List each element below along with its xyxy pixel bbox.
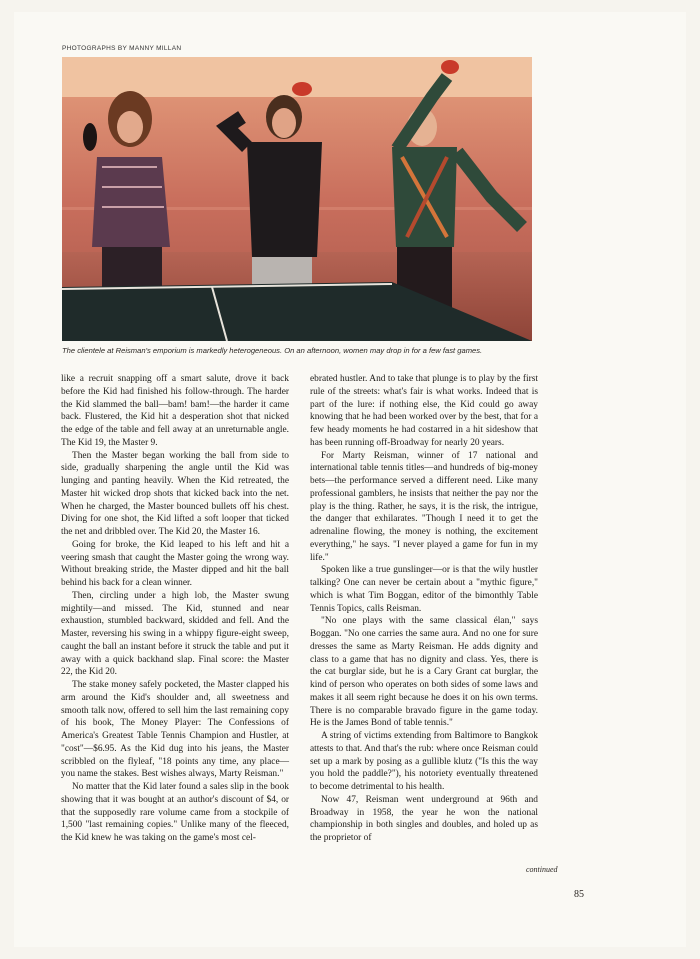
paragraph: Then, circling under a high lob, the Master swung mightily—and missed. The Kid, stunned and near exhaustion, stumbled backward, skidded and fell. And the Master, reversing his swing in a whippy figure-eight sweep, caught the ball an instant before it struck the table and put it away with a quick backhand slap. Final score: the Master 22, the Kid 20.: [61, 590, 289, 678]
paragraph: "No one plays with the same classical élan," says Boggan. "No one carries the same aura. And no one for sure dresses the same as Marty Reisman. He adds dignity and class to a game that has no dignity and class. Yes, there is the cat burglar side, but he is a Cary Grant cat burglar, the kind of person who operates on both sides of some laws and makes it all seem right because he does it on his own terms. There is no comparable bravado figure in the game today. He is the James Bond of table tennis.": [310, 616, 538, 729]
paragraph: No matter that the Kid later found a sales slip in the book showing that it was bought at an author's discount of $4, or that the supposedly rare volume came from a stockpile of 1,500 "last remaining copies." Unlike many of the fleeced, the Kid knew he was taking on the game's most cel-: [61, 782, 289, 843]
page-number: 85: [574, 889, 584, 900]
article-column-right: [310, 373, 538, 845]
paragraph: Spoken like a true gunslinger—or is that the wily hustler talking? One can never be certain about a "mythic figure," which is what Tim Boggan, editor of the bimonthly Table Tennis Topics, calls Reisman.: [310, 565, 538, 614]
paragraph: The stake money safely pocketed, the Master clapped his arm around the Kid's shoulder and, all sweetness and smooth talk now, offered to sell him the last remaining copy of his book, The Money Player: The Confessions of America's Greatest Table Tennis Champion and Hustler, at "cost"—$6.95. As the Kid dug into his jeans, the Master scribbled on the flyleaf, "18 points any time, any place—you name the stakes. Best wishes always, Marty Reisman.": [61, 680, 289, 780]
paragraph: Then the Master began working the ball from side to side, gradually sharpening the angle until the Kid was lunging and panting heavily. When the Kid retreated, the Master hit wicked drop shots that kicked back into the net. When he charged, the Master bounced bullets off his chest. Diving for one shot, the Kid lifted a soft looper that ticked the net and dribbled over. The Kid 20, the Master 16.: [61, 450, 289, 537]
paragraph: A string of victims extending from Baltimore to Bangkok attests to that. And that's the rub: where once Reisman could set up a mark by posing as a gullible klutz ("Is this the way you hold the paddle?"), his notoriety eventually threatened to become detrimental to his health.: [310, 731, 538, 792]
paragraph: Going for broke, the Kid leaped to his left and hit a veering smash that caught the Master going the wrong way. Without breaking stride, the Master dipped and hit the ball behind his back for a clean winner.: [61, 539, 289, 588]
paragraph: ebrated hustler. And to take that plunge is to play by the first rule of the streets: what's fair is what works. Indeed that is part of the lure: if nothing else, the Kid could go away knowing that he had been worked over by the best, that for a few heady moments he had costarred in a hit sideshow that has been running off-Broadway for nearly 20 years.: [310, 374, 538, 448]
article-column-left: [61, 373, 289, 845]
photo-caption: The clientele at Reisman's emporium is markedly heterogeneous. On an afternoon, women may drop in for a few fast games.: [62, 346, 483, 355]
photo-credit: PHOTOGRAPHS BY MANNY MILLAN: [62, 45, 182, 52]
paragraph: like a recruit snapping off a smart salute, drove it back before the Kid had finished his follow-through. The harder the Kid slammed the ball—bam! bam!—the harder it came back. Flustered, the Kid hit a desperation shot that nicked the edge of the table and fell away at an unreturnable angle. The Kid 19, the Master 9.: [61, 374, 289, 448]
photograph: [62, 57, 532, 341]
paragraph: For Marty Reisman, winner of 17 national and international table tennis titles—and hundreds of big-money bets—the performance served a different need. Like many professional gamblers, he insists that neither the pay nor the play is the thing. Rather, he says, it is the risk, the intrigue, the danger that exhilarates. "Though I need it to get the adrenaline flowing, the money is nothing, the excitement everything," he says. "I never played a game for fun in my life.": [310, 450, 538, 563]
paragraph: Now 47, Reisman went underground at 96th and Broadway in 1958, the year he won the national championship in both singles and doubles, and holed up as the proprietor of: [310, 794, 538, 843]
continued-marker: continued: [526, 865, 558, 874]
